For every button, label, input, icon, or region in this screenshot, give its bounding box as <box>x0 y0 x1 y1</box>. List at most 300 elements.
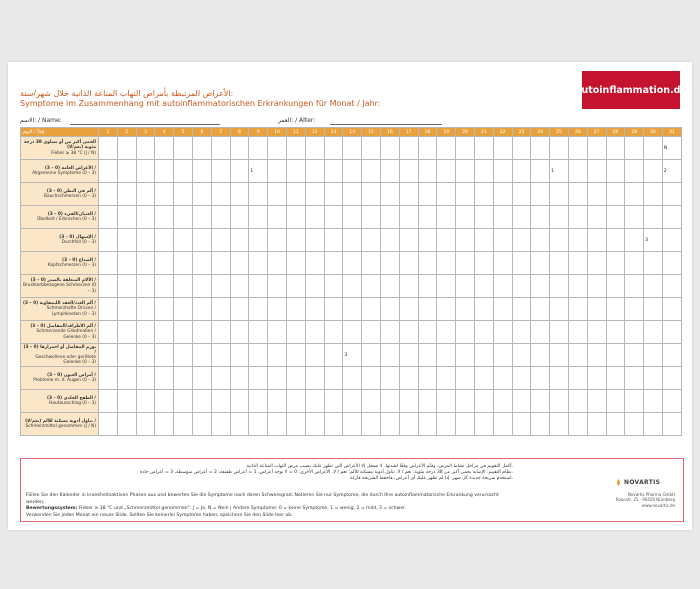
day-cell[interactable] <box>625 183 644 206</box>
day-cell[interactable] <box>230 390 249 413</box>
day-cell[interactable] <box>493 321 512 344</box>
day-cell[interactable] <box>305 160 324 183</box>
day-cell[interactable] <box>174 206 193 229</box>
day-cell[interactable] <box>362 390 381 413</box>
day-cell[interactable] <box>606 206 625 229</box>
day-cell[interactable] <box>324 367 343 390</box>
day-cell[interactable] <box>343 183 362 206</box>
day-cell[interactable] <box>568 137 587 160</box>
day-cell[interactable] <box>418 160 437 183</box>
day-cell[interactable] <box>117 275 136 298</box>
day-cell[interactable] <box>155 137 174 160</box>
day-cell[interactable] <box>644 137 663 160</box>
day-cell[interactable] <box>136 298 155 321</box>
day-cell[interactable] <box>456 137 475 160</box>
day-cell[interactable] <box>587 137 606 160</box>
day-cell[interactable] <box>155 252 174 275</box>
day-cell[interactable] <box>606 252 625 275</box>
day-cell[interactable] <box>512 206 531 229</box>
day-cell[interactable] <box>324 252 343 275</box>
day-cell[interactable] <box>493 229 512 252</box>
day-cell[interactable] <box>644 413 663 436</box>
day-cell[interactable] <box>249 229 268 252</box>
day-cell[interactable] <box>136 390 155 413</box>
day-cell[interactable] <box>625 344 644 367</box>
day-cell[interactable] <box>305 206 324 229</box>
day-cell[interactable] <box>268 367 287 390</box>
day-cell[interactable] <box>456 344 475 367</box>
day-cell[interactable] <box>324 275 343 298</box>
day-cell[interactable] <box>493 298 512 321</box>
day-cell[interactable] <box>211 413 230 436</box>
day-cell[interactable] <box>606 390 625 413</box>
day-cell[interactable] <box>174 160 193 183</box>
day-cell[interactable] <box>474 252 493 275</box>
day-cell[interactable] <box>286 344 305 367</box>
day-cell[interactable] <box>456 413 475 436</box>
day-cell[interactable] <box>362 183 381 206</box>
day-cell[interactable] <box>474 390 493 413</box>
day-cell[interactable] <box>399 275 418 298</box>
day-cell[interactable] <box>305 183 324 206</box>
day-cell[interactable] <box>456 229 475 252</box>
day-cell[interactable] <box>211 298 230 321</box>
day-cell[interactable] <box>531 137 550 160</box>
day-cell[interactable] <box>531 229 550 252</box>
day-cell[interactable] <box>305 390 324 413</box>
day-cell[interactable] <box>550 367 569 390</box>
day-cell[interactable] <box>230 367 249 390</box>
day-cell[interactable] <box>211 321 230 344</box>
day-cell[interactable] <box>174 252 193 275</box>
day-cell[interactable] <box>99 137 118 160</box>
day-cell[interactable] <box>531 183 550 206</box>
day-cell[interactable] <box>437 206 456 229</box>
day-cell[interactable] <box>343 367 362 390</box>
day-cell[interactable] <box>362 344 381 367</box>
day-cell[interactable] <box>399 344 418 367</box>
day-cell[interactable] <box>550 206 569 229</box>
day-cell[interactable] <box>343 160 362 183</box>
day-cell[interactable] <box>550 298 569 321</box>
day-cell[interactable] <box>418 390 437 413</box>
day-cell[interactable] <box>568 206 587 229</box>
day-cell[interactable] <box>493 137 512 160</box>
day-cell[interactable] <box>268 298 287 321</box>
day-cell[interactable] <box>474 160 493 183</box>
day-cell[interactable] <box>305 413 324 436</box>
day-cell[interactable] <box>305 229 324 252</box>
day-cell[interactable] <box>286 367 305 390</box>
day-cell[interactable] <box>662 229 681 252</box>
day-cell[interactable] <box>437 413 456 436</box>
day-cell[interactable] <box>493 390 512 413</box>
day-cell[interactable] <box>531 275 550 298</box>
day-cell[interactable] <box>587 321 606 344</box>
day-cell[interactable] <box>474 413 493 436</box>
day-cell[interactable] <box>474 275 493 298</box>
day-cell[interactable] <box>230 183 249 206</box>
day-cell[interactable] <box>136 252 155 275</box>
day-cell[interactable] <box>192 206 211 229</box>
day-cell[interactable] <box>662 298 681 321</box>
day-cell[interactable] <box>625 321 644 344</box>
day-cell[interactable] <box>493 344 512 367</box>
day-cell[interactable] <box>493 367 512 390</box>
day-cell[interactable]: 1 <box>550 160 569 183</box>
day-cell[interactable] <box>493 160 512 183</box>
day-cell[interactable] <box>136 413 155 436</box>
day-cell[interactable] <box>474 206 493 229</box>
day-cell[interactable] <box>286 298 305 321</box>
day-cell[interactable] <box>230 275 249 298</box>
day-cell[interactable] <box>230 344 249 367</box>
day-cell[interactable] <box>343 252 362 275</box>
day-cell[interactable] <box>362 252 381 275</box>
day-cell[interactable] <box>456 183 475 206</box>
day-cell[interactable] <box>268 344 287 367</box>
day-cell[interactable] <box>474 229 493 252</box>
day-cell[interactable] <box>418 137 437 160</box>
day-cell[interactable] <box>286 252 305 275</box>
day-cell[interactable] <box>399 160 418 183</box>
day-cell[interactable] <box>644 206 663 229</box>
day-cell[interactable] <box>568 344 587 367</box>
day-cell[interactable] <box>305 252 324 275</box>
day-cell[interactable] <box>286 413 305 436</box>
day-cell[interactable] <box>286 321 305 344</box>
day-cell[interactable] <box>174 183 193 206</box>
day-cell[interactable] <box>474 321 493 344</box>
day-cell[interactable] <box>249 206 268 229</box>
day-cell[interactable] <box>493 183 512 206</box>
day-cell[interactable] <box>568 390 587 413</box>
day-cell[interactable] <box>437 183 456 206</box>
day-cell[interactable] <box>531 206 550 229</box>
day-cell[interactable] <box>550 275 569 298</box>
day-cell[interactable] <box>625 206 644 229</box>
day-cell[interactable] <box>117 367 136 390</box>
day-cell[interactable] <box>418 229 437 252</box>
day-cell[interactable] <box>512 344 531 367</box>
day-cell[interactable] <box>249 321 268 344</box>
day-cell[interactable] <box>324 390 343 413</box>
day-cell[interactable] <box>324 321 343 344</box>
day-cell[interactable] <box>286 229 305 252</box>
day-cell[interactable] <box>380 229 399 252</box>
day-cell[interactable] <box>550 390 569 413</box>
day-cell[interactable] <box>399 367 418 390</box>
day-cell[interactable] <box>380 206 399 229</box>
day-cell[interactable] <box>136 321 155 344</box>
day-cell[interactable] <box>343 298 362 321</box>
day-cell[interactable] <box>456 321 475 344</box>
day-cell[interactable] <box>550 321 569 344</box>
day-cell[interactable] <box>644 160 663 183</box>
day-cell[interactable] <box>155 298 174 321</box>
day-cell[interactable] <box>380 298 399 321</box>
day-cell[interactable] <box>268 160 287 183</box>
day-cell[interactable] <box>456 252 475 275</box>
day-cell[interactable] <box>117 183 136 206</box>
day-cell[interactable] <box>531 413 550 436</box>
day-cell[interactable] <box>249 390 268 413</box>
day-cell[interactable] <box>587 298 606 321</box>
day-cell[interactable] <box>644 298 663 321</box>
day-cell[interactable] <box>324 413 343 436</box>
day-cell[interactable] <box>117 344 136 367</box>
day-cell[interactable] <box>155 367 174 390</box>
day-cell[interactable] <box>568 252 587 275</box>
day-cell[interactable] <box>587 413 606 436</box>
day-cell[interactable] <box>343 275 362 298</box>
day-cell[interactable] <box>437 229 456 252</box>
day-cell[interactable] <box>286 137 305 160</box>
day-cell[interactable] <box>174 321 193 344</box>
day-cell[interactable] <box>662 344 681 367</box>
day-cell[interactable] <box>399 298 418 321</box>
day-cell[interactable] <box>606 367 625 390</box>
age-field[interactable] <box>330 124 442 125</box>
day-cell[interactable] <box>531 390 550 413</box>
day-cell[interactable] <box>136 275 155 298</box>
day-cell[interactable] <box>324 137 343 160</box>
day-cell[interactable] <box>324 298 343 321</box>
day-cell[interactable] <box>587 160 606 183</box>
day-cell[interactable] <box>587 206 606 229</box>
day-cell[interactable] <box>380 344 399 367</box>
day-cell[interactable] <box>99 390 118 413</box>
day-cell[interactable] <box>362 160 381 183</box>
day-cell[interactable] <box>399 413 418 436</box>
day-cell[interactable] <box>230 298 249 321</box>
day-cell[interactable] <box>136 160 155 183</box>
brand-banner[interactable]: autoinflammation.de <box>582 71 680 109</box>
day-cell[interactable] <box>662 367 681 390</box>
day-cell[interactable] <box>662 183 681 206</box>
day-cell[interactable] <box>155 275 174 298</box>
day-cell[interactable] <box>625 298 644 321</box>
day-cell[interactable] <box>606 137 625 160</box>
day-cell[interactable] <box>512 275 531 298</box>
day-cell[interactable] <box>512 367 531 390</box>
day-cell[interactable] <box>249 367 268 390</box>
day-cell[interactable] <box>399 137 418 160</box>
day-cell[interactable]: 1 <box>249 160 268 183</box>
day-cell[interactable] <box>587 344 606 367</box>
day-cell[interactable] <box>117 160 136 183</box>
day-cell[interactable] <box>531 160 550 183</box>
day-cell[interactable] <box>380 183 399 206</box>
day-cell[interactable] <box>117 390 136 413</box>
day-cell[interactable] <box>174 413 193 436</box>
day-cell[interactable] <box>568 229 587 252</box>
day-cell[interactable] <box>99 183 118 206</box>
day-cell[interactable] <box>136 344 155 367</box>
day-cell[interactable] <box>625 275 644 298</box>
day-cell[interactable] <box>587 367 606 390</box>
day-cell[interactable] <box>644 183 663 206</box>
day-cell[interactable] <box>531 321 550 344</box>
day-cell[interactable] <box>230 137 249 160</box>
day-cell[interactable] <box>211 275 230 298</box>
day-cell[interactable] <box>155 229 174 252</box>
day-cell[interactable] <box>512 229 531 252</box>
day-cell[interactable] <box>456 275 475 298</box>
day-cell[interactable] <box>418 206 437 229</box>
day-cell[interactable] <box>474 367 493 390</box>
day-cell[interactable] <box>99 321 118 344</box>
day-cell[interactable] <box>380 275 399 298</box>
day-cell[interactable] <box>192 252 211 275</box>
day-cell[interactable] <box>117 137 136 160</box>
day-cell[interactable] <box>437 321 456 344</box>
day-cell[interactable] <box>155 321 174 344</box>
day-cell[interactable] <box>662 390 681 413</box>
day-cell[interactable] <box>399 252 418 275</box>
day-cell[interactable] <box>625 413 644 436</box>
day-cell[interactable] <box>211 183 230 206</box>
day-cell[interactable] <box>550 344 569 367</box>
day-cell[interactable] <box>662 206 681 229</box>
day-cell[interactable] <box>437 367 456 390</box>
day-cell[interactable] <box>174 275 193 298</box>
day-cell[interactable]: 3 <box>343 344 362 367</box>
day-cell[interactable] <box>155 344 174 367</box>
day-cell[interactable] <box>174 137 193 160</box>
day-cell[interactable] <box>418 275 437 298</box>
day-cell[interactable] <box>192 137 211 160</box>
day-cell[interactable] <box>249 137 268 160</box>
day-cell[interactable] <box>568 160 587 183</box>
day-cell[interactable] <box>606 344 625 367</box>
day-cell[interactable] <box>399 183 418 206</box>
day-cell[interactable] <box>437 252 456 275</box>
day-cell[interactable] <box>644 344 663 367</box>
day-cell[interactable] <box>380 137 399 160</box>
day-cell[interactable] <box>174 229 193 252</box>
day-cell[interactable] <box>606 298 625 321</box>
day-cell[interactable] <box>230 252 249 275</box>
day-cell[interactable] <box>625 367 644 390</box>
day-cell[interactable]: 3 <box>644 229 663 252</box>
day-cell[interactable] <box>456 160 475 183</box>
day-cell[interactable] <box>117 252 136 275</box>
day-cell[interactable] <box>117 413 136 436</box>
day-cell[interactable] <box>286 390 305 413</box>
day-cell[interactable] <box>550 137 569 160</box>
day-cell[interactable] <box>512 390 531 413</box>
day-cell[interactable] <box>117 206 136 229</box>
day-cell[interactable] <box>268 321 287 344</box>
day-cell[interactable] <box>286 206 305 229</box>
day-cell[interactable] <box>136 183 155 206</box>
day-cell[interactable] <box>343 321 362 344</box>
day-cell[interactable] <box>380 413 399 436</box>
day-cell[interactable] <box>399 390 418 413</box>
day-cell[interactable] <box>418 367 437 390</box>
day-cell[interactable] <box>192 229 211 252</box>
day-cell[interactable] <box>192 367 211 390</box>
day-cell[interactable] <box>568 367 587 390</box>
day-cell[interactable] <box>399 321 418 344</box>
day-cell[interactable] <box>512 183 531 206</box>
day-cell[interactable] <box>456 206 475 229</box>
day-cell[interactable] <box>192 275 211 298</box>
day-cell[interactable] <box>606 160 625 183</box>
day-cell[interactable] <box>531 252 550 275</box>
day-cell[interactable] <box>136 229 155 252</box>
day-cell[interactable] <box>268 413 287 436</box>
day-cell[interactable]: N <box>662 137 681 160</box>
day-cell[interactable] <box>606 413 625 436</box>
day-cell[interactable] <box>568 298 587 321</box>
day-cell[interactable] <box>286 275 305 298</box>
day-cell[interactable] <box>249 252 268 275</box>
name-field[interactable] <box>70 124 220 125</box>
day-cell[interactable] <box>211 344 230 367</box>
day-cell[interactable] <box>268 206 287 229</box>
day-cell[interactable] <box>550 413 569 436</box>
day-cell[interactable] <box>493 252 512 275</box>
day-cell[interactable] <box>324 160 343 183</box>
day-cell[interactable] <box>249 413 268 436</box>
day-cell[interactable] <box>192 413 211 436</box>
day-cell[interactable] <box>174 367 193 390</box>
day-cell[interactable] <box>136 367 155 390</box>
day-cell[interactable] <box>117 321 136 344</box>
day-cell[interactable] <box>99 206 118 229</box>
day-cell[interactable] <box>587 183 606 206</box>
day-cell[interactable] <box>568 183 587 206</box>
day-cell[interactable] <box>456 390 475 413</box>
day-cell[interactable] <box>268 252 287 275</box>
day-cell[interactable] <box>99 252 118 275</box>
day-cell[interactable] <box>211 252 230 275</box>
day-cell[interactable] <box>568 275 587 298</box>
day-cell[interactable] <box>249 275 268 298</box>
day-cell[interactable] <box>155 206 174 229</box>
day-cell[interactable] <box>625 137 644 160</box>
day-cell[interactable] <box>362 229 381 252</box>
address-line[interactable]: www.novartis.de <box>641 502 675 508</box>
day-cell[interactable] <box>437 298 456 321</box>
day-cell[interactable] <box>512 321 531 344</box>
day-cell[interactable] <box>192 390 211 413</box>
day-cell[interactable] <box>324 206 343 229</box>
day-cell[interactable]: 2 <box>662 160 681 183</box>
day-cell[interactable] <box>399 206 418 229</box>
day-cell[interactable] <box>550 252 569 275</box>
day-cell[interactable] <box>644 275 663 298</box>
day-cell[interactable] <box>550 183 569 206</box>
day-cell[interactable] <box>644 367 663 390</box>
day-cell[interactable] <box>324 229 343 252</box>
day-cell[interactable] <box>305 137 324 160</box>
day-cell[interactable] <box>211 367 230 390</box>
day-cell[interactable] <box>230 229 249 252</box>
day-cell[interactable] <box>192 183 211 206</box>
day-cell[interactable] <box>418 321 437 344</box>
day-cell[interactable] <box>437 275 456 298</box>
day-cell[interactable] <box>531 298 550 321</box>
day-cell[interactable] <box>305 298 324 321</box>
day-cell[interactable] <box>606 183 625 206</box>
day-cell[interactable] <box>437 390 456 413</box>
day-cell[interactable] <box>230 413 249 436</box>
day-cell[interactable] <box>155 160 174 183</box>
day-cell[interactable] <box>587 229 606 252</box>
